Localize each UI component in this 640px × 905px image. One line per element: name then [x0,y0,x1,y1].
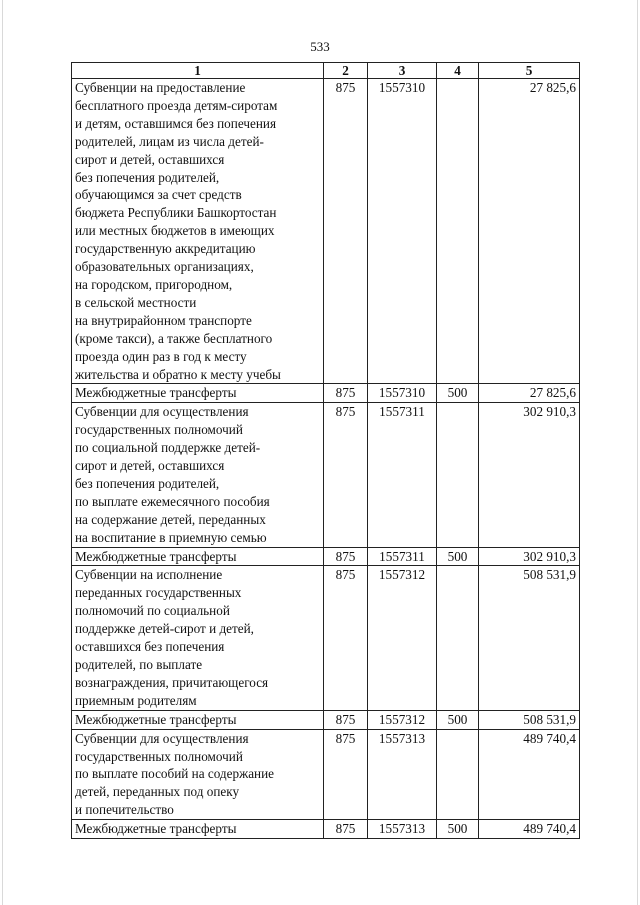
table-row [72,547,580,566]
row-col-3: 1557311 [368,547,437,566]
row-col-5: 489 740,4 [479,729,580,820]
table-row [72,566,580,710]
table-body [72,79,580,839]
header-col-1: 1 [72,63,324,79]
header-col-4: 4 [437,63,479,79]
row-col-2: 875 [324,384,368,403]
row-col-4: 500 [437,710,479,729]
row-col-5: 27 825,6 [479,384,580,403]
row-col-5: 489 740,4 [479,820,580,839]
table-row [72,710,580,729]
row-name: Межбюджетные трансферты [72,547,324,566]
row-col-4 [437,403,479,547]
row-col-3: 1557312 [368,566,437,710]
row-col-2: 875 [324,729,368,820]
row-col-3: 1557312 [368,710,437,729]
row-name: Субвенции на предоставление бесплатного проезда детям-сиротам и детям, оставшимся без попечения родителей, лицам из числа детей- сирот и детей, оставшихся без попечения родителей, обучающимся за счет средств бюджета Республики Башкортостан или местных бюджетов в имеющих государственную аккредитацию образовательных организациях, на городском, пригородном, в сельской местности на внутрирайонном транспорте (кроме такси), а также бесплатного проезда один раз в год к месту жительства и обратно к месту учебы [72,79,324,384]
row-col-3: 1557313 [368,729,437,820]
row-col-4: 500 [437,547,479,566]
page-number: 533 [310,39,330,54]
row-col-3: 1557310 [368,79,437,384]
row-col-4 [437,729,479,820]
row-col-2: 875 [324,820,368,839]
budget-table [71,62,580,839]
scan-edge-right [637,0,638,905]
table-row [72,729,580,820]
table-row [72,79,580,384]
row-col-2: 875 [324,566,368,710]
row-col-3: 1557310 [368,384,437,403]
row-name: Межбюджетные трансферты [72,384,324,403]
table-row [72,384,580,403]
row-col-4: 500 [437,820,479,839]
row-col-2: 875 [324,403,368,547]
scan-edge-left [2,0,3,905]
row-col-4: 500 [437,384,479,403]
header-col-3: 3 [368,63,437,79]
row-col-5: 27 825,6 [479,79,580,384]
row-col-3: 1557311 [368,403,437,547]
row-col-5: 302 910,3 [479,403,580,547]
row-col-4 [437,566,479,710]
header-col-2: 2 [324,63,368,79]
header-row [72,63,580,79]
row-name: Субвенции на исполнение переданных государственных полномочий по социальной поддержке детей-сирот и детей, оставшихся без попечения родителей, по выплате вознаграждения, причитающегося приемным родителям [72,566,324,710]
row-name: Субвенции для осуществления государственных полномочий по социальной поддержке детей- сирот и детей, оставшихся без попечения родителей, по выплате ежемесячного пособия на содержание детей, переданных на воспитание в приемную семью [72,403,324,547]
row-col-2: 875 [324,710,368,729]
row-col-3: 1557313 [368,820,437,839]
row-name: Субвенции для осуществления государственных полномочий по выплате пособий на содержание детей, переданных под опеку и попечительство [72,729,324,820]
table-header [72,63,580,79]
table-row [72,403,580,547]
row-col-5: 508 531,9 [479,566,580,710]
row-col-2: 875 [324,547,368,566]
row-col-5: 302 910,3 [479,547,580,566]
row-col-2: 875 [324,79,368,384]
row-col-4 [437,79,479,384]
row-col-5: 508 531,9 [479,710,580,729]
header-col-5: 5 [479,63,580,79]
table-row [72,820,580,839]
row-name: Межбюджетные трансферты [72,710,324,729]
row-name: Межбюджетные трансферты [72,820,324,839]
